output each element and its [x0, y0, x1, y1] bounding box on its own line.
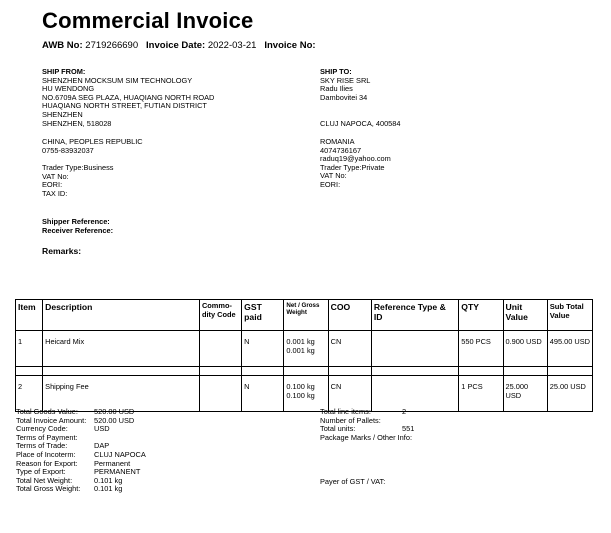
- shipper-reference-label: Shipper Reference:: [42, 217, 110, 226]
- ship-to-country: ROMANIA: [320, 137, 355, 146]
- ship-from-line: HU WENDONG: [42, 84, 95, 94]
- ship-to-email: raduq19@yahoo.com: [320, 154, 391, 164]
- col-header-item: Item: [16, 300, 43, 331]
- payer-gst-label: Payer of GST / VAT:: [320, 477, 386, 486]
- cell-reference-type: [371, 331, 458, 367]
- ship-from-trader-block: [42, 164, 113, 198]
- invoice-number-label: Invoice No:: [264, 40, 316, 51]
- col-header-sub-total: Sub Total Value: [547, 300, 592, 331]
- col-header-gst-paid: GST paid: [242, 300, 284, 331]
- cell-weight: [284, 331, 328, 367]
- ship-to-line: Radu Ilies: [320, 84, 353, 94]
- total-value: DAP: [94, 441, 110, 451]
- totals-right-block: [320, 408, 414, 442]
- total-label: Reason for Export:: [16, 458, 78, 468]
- total-label: Place of Incoterm:: [16, 449, 76, 459]
- total-row: [320, 434, 414, 443]
- cell-qty: 550 PCS: [459, 331, 503, 367]
- cell-description: Shipping Fee: [43, 376, 200, 412]
- ship-to-heading: SHIP TO:: [320, 67, 352, 76]
- totals-left-block: [16, 408, 146, 494]
- awb-value: 2719266690: [85, 40, 139, 51]
- total-row: [16, 485, 146, 494]
- ship-from-line: SHENZHEN: [42, 109, 83, 119]
- total-label: Terms of Trade:: [16, 441, 68, 451]
- col-header-reference-type: Reference Type & ID: [371, 300, 458, 331]
- col-header-unit-value: Unit Value: [503, 300, 547, 331]
- total-label: Terms of Payment:: [16, 432, 78, 442]
- table-header-row: [16, 300, 593, 331]
- col-header-weight: Net / Gross Weight: [284, 300, 328, 331]
- cell-sub-total: 495.00 USD: [547, 331, 592, 367]
- ship-to-block: [320, 68, 370, 102]
- invoice-date-label: Invoice Date:: [146, 40, 206, 51]
- total-value: 0.101 kg: [94, 484, 123, 494]
- total-label: Type of Export:: [16, 467, 66, 477]
- ship-to-line: SKY RISE SRL: [320, 75, 371, 85]
- ship-from-eori: EORI:: [42, 180, 63, 190]
- col-header-commodity-code: Commo-dity Code: [199, 300, 241, 331]
- total-label: Total Net Weight:: [16, 475, 73, 485]
- ship-to-vat: VAT No:: [320, 171, 347, 181]
- ship-from-line: SHENZHEN MOCKSUM SIM TECHNOLOGY: [42, 75, 193, 85]
- total-label: Total units:: [320, 424, 356, 434]
- col-header-description: Description: [43, 300, 200, 331]
- cell-coo: CN: [328, 376, 371, 412]
- ship-from-line: SHENZHEN, 518028: [42, 118, 112, 128]
- ship-to-phone: 4074736167: [320, 145, 362, 155]
- net-weight: 0.100 kg: [286, 382, 315, 391]
- cell-gst-paid: N: [242, 376, 284, 412]
- cell-item: 1: [16, 331, 43, 367]
- ship-from-heading: SHIP FROM:: [42, 67, 86, 76]
- ship-to-trader-type: Trader Type:Private: [320, 162, 385, 172]
- ship-to-line: Dambovitei 34: [320, 92, 368, 102]
- cell-commodity-code: [199, 376, 241, 412]
- total-value: 520.00 USD: [94, 407, 135, 416]
- cell-unit-value: 25.000 USD: [503, 376, 547, 412]
- total-label: Total Invoice Amount:: [16, 415, 87, 425]
- cell-sub-total: 25.00 USD: [547, 376, 592, 412]
- cell-reference-type: [371, 376, 458, 412]
- remarks-label: Remarks:: [42, 246, 82, 256]
- total-value: CLUJ NAPOCA: [94, 449, 146, 459]
- ship-from-vat: VAT No:: [42, 171, 69, 181]
- total-value: 2: [402, 407, 407, 416]
- total-value: USD: [94, 424, 110, 434]
- cell-unit-value: 0.900 USD: [503, 331, 547, 367]
- ship-to-city: CLUJ NAPOCA, 400584: [320, 119, 401, 128]
- col-header-qty: QTY: [459, 300, 503, 331]
- gross-weight: 0.001 kg: [286, 345, 315, 355]
- cell-commodity-code: [199, 331, 241, 367]
- cell-coo: CN: [328, 331, 371, 367]
- total-value: 551: [402, 424, 415, 434]
- ship-from-block: [42, 68, 214, 128]
- col-header-coo: COO: [328, 300, 371, 331]
- total-label: Total Goods Value:: [16, 407, 78, 416]
- ship-from-trader-type: Trader Type:Business: [42, 163, 114, 172]
- awb-label: AWB No:: [42, 40, 83, 51]
- ship-from-line: NO.6709A SEG PLAZA, HUAQIANG NORTH ROAD: [42, 92, 215, 102]
- total-label: Total line items:: [320, 407, 371, 416]
- total-label: Package Marks / Other Info:: [320, 432, 413, 442]
- cell-description: Heicard Mix: [43, 331, 200, 367]
- cell-item: 2: [16, 376, 43, 412]
- invoice-date-value: 2022-03-21: [207, 40, 257, 51]
- ship-from-phone: 0755-83932037: [42, 145, 94, 155]
- ship-from-line: HUAQIANG NORTH STREET, FUTIAN DISTRICT: [42, 101, 207, 111]
- cell-qty: 1 PCS: [459, 376, 503, 412]
- ship-from-country: CHINA, PEOPLES REPUBLIC: [42, 137, 143, 146]
- ship-to-eori: EORI:: [320, 179, 341, 189]
- ship-to-contact-block: [320, 138, 391, 190]
- net-weight: 0.001 kg: [286, 337, 315, 346]
- total-value: PERMANENT: [94, 467, 141, 477]
- ship-from-country-block: [42, 138, 143, 155]
- table-row-spacer: [16, 367, 593, 376]
- receiver-reference-label: Receiver Reference:: [42, 225, 114, 235]
- total-value: Permanent: [94, 458, 131, 468]
- gross-weight: 0.100 kg: [286, 390, 315, 400]
- invoice-title: Commercial Invoice: [42, 8, 254, 33]
- total-value: 0.101 kg: [94, 475, 123, 485]
- references-block: [42, 218, 113, 235]
- total-label: Number of Pallets:: [320, 415, 381, 425]
- items-table: [15, 299, 593, 412]
- ship-from-tax-id: TAX ID:: [42, 188, 68, 198]
- invoice-meta: [42, 40, 316, 51]
- total-label: Total Gross Weight:: [16, 484, 81, 494]
- total-value: 520.00 USD: [94, 415, 135, 425]
- table-row: [16, 331, 593, 367]
- total-label: Currency Code:: [16, 424, 68, 434]
- cell-gst-paid: N: [242, 331, 284, 367]
